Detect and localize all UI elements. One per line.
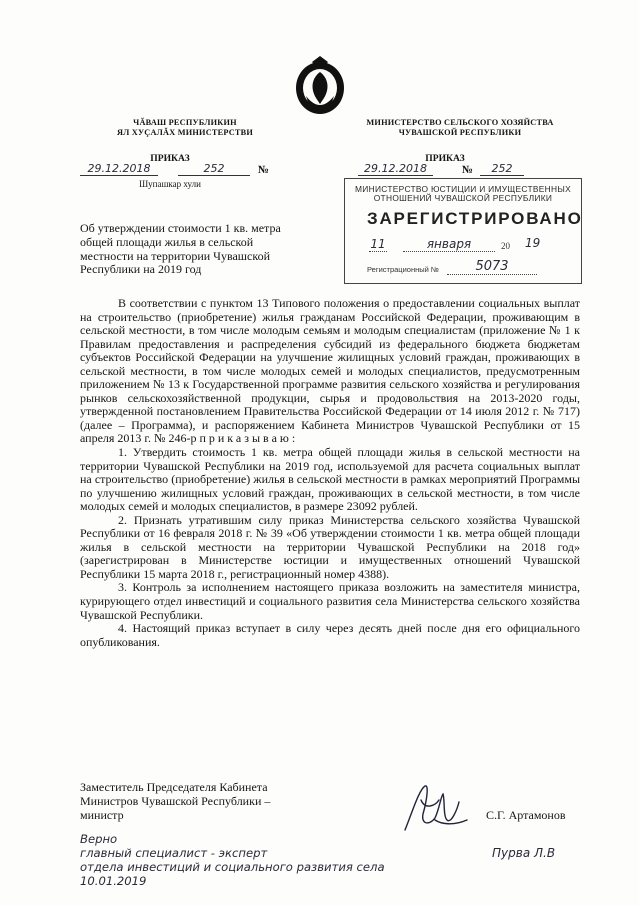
prikaz-label-left: ПРИКАЗ xyxy=(150,153,190,164)
stamp-line1: МИНИСТЕРСТВО ЮСТИЦИИ И ИМУЩЕСТВЕННЫХ xyxy=(355,184,571,194)
paragraph-3: 3. Контроль за исполнением настоящего приказа возложить на заместителя министра, курирующего отдел инвестиций и социального развития села Министерства сельского хозяйства Чувашской Республики. xyxy=(80,580,580,622)
stamp-line2: ОТНОШЕНИЙ ЧУВАШСКОЙ РЕСПУБЛИКИ xyxy=(373,193,553,203)
header-right-line2: ЧУВАШСКОЙ РЕСПУБЛИКИ xyxy=(398,128,522,137)
document-body xyxy=(80,297,580,649)
signatory-line2: Министров Чувашской Республики – xyxy=(80,794,271,808)
header-left-line2: ЯЛ ХУÇАЛĂХ МИНИСТЕРСТВИ xyxy=(116,128,254,137)
note-line4: 10.01.2019 xyxy=(80,874,147,888)
signatory-line3: министр xyxy=(80,808,124,822)
order-date-right: 29.12.2018 xyxy=(358,162,433,176)
stamp-date xyxy=(369,237,549,257)
registration-stamp xyxy=(344,178,582,284)
paragraph-preamble xyxy=(80,297,580,446)
number-sign-right: № xyxy=(462,164,474,176)
note-line3: отдела инвестиций и социального развития села xyxy=(80,860,385,874)
stamp-reg-label: Регистрационный № xyxy=(367,265,439,274)
paragraph-1: 1. Утвердить стоимость 1 кв. метра общей площади жилья в сельской местности на территории Чувашской Республики на 2019 год, используемой для расчета социальных выплат на строительство (приобретение) жилья в сельской местности в рамках мероприятий Программы по улучшению жилищных условий граждан, проживающих в сельской местности, в том числе молодых семей и молодых специалистов, в размере 23092 рублей. xyxy=(80,445,580,514)
order-number-left: 252 xyxy=(178,162,250,176)
stamp-month: января xyxy=(403,237,495,252)
emblem-icon xyxy=(292,56,348,116)
order-number-right: 252 xyxy=(480,162,524,176)
signatory-name: С.Г. Артамонов xyxy=(486,808,566,822)
prikaz-label-right: ПРИКАЗ xyxy=(425,153,465,164)
signatory-position xyxy=(80,780,320,822)
header-right-org xyxy=(350,118,570,138)
document-title: Об утверждении стоимости 1 кв. метра общей площади жилья в сельской местности на территории Чувашской Республики на 2019 год xyxy=(80,221,281,277)
stamp-reg-number: 5073 xyxy=(447,259,537,275)
note-line1: Верно xyxy=(80,832,118,846)
signatory-line1: Заместитель Председателя Кабинета xyxy=(80,780,268,794)
preamble-order-word: приказываю: xyxy=(199,431,299,446)
number-sign-left: № xyxy=(258,164,270,176)
stamp-year-suffix: 19 xyxy=(525,236,541,250)
order-date-left: 29.12.2018 xyxy=(80,162,158,176)
header-left-line1: ЧĂВАШ РЕСПУБЛИКИН xyxy=(133,118,237,127)
header-left-org xyxy=(80,118,290,138)
preamble-text: В соответствии с пунктом 13 Типового положения о предоставлении социальных выплат на строительство (приобретение) жилья гражданам Российской Федерации, проживающим в сельской местности, в том числе молодым семьям и молодым специалистам (приложение № 1 к Правилам предоставления и распределения субсидий из федерального бюджета бюджетам субъектов Российской Федерации на улучшение жилищных условий граждан, проживающих в сельской местности, в том числе молодых семей и молодых специалистов, предусмотренным приложением № 13 к Государственной программе развития сельского хозяйства и регулирования рынков сельскохозяйственной продукции, сырья и продовольствия на 2013-2020 годы, утвержденной постановлением Правительства Российской Федерации от 14 июля 2012 г. № 717) (далее – Программа), и распоряжением Кабинета Министров Чувашской Республики от 15 апреля 2013 г. № 246-р xyxy=(80,296,580,446)
stamp-registered: ЗАРЕГИСТРИРОВАНО xyxy=(367,209,583,228)
note-signature-name: Пурва Л.В xyxy=(492,846,556,860)
stamp-year-prefix: 20 xyxy=(501,241,510,251)
paragraph-4: 4. Настоящий приказ вступает в силу через десять дней после дня его официального опубликования. xyxy=(80,621,580,649)
header-right-line1: МИНИСТЕРСТВО СЕЛЬСКОГО ХОЗЯЙСТВА xyxy=(366,118,554,127)
note-line2: главный специалист - эксперт xyxy=(80,846,268,860)
paragraph-2: 2. Признать утратившим силу приказ Министерства сельского хозяйства Чувашской Республики от 16 февраля 2018 г. № 39 «Об утверждении стоимости 1 кв. метра общей площади жилья в сельской местности на территории Чувашской Республики на 2018 год» (зарегистрирован в Министерстве юстиции и имущественных отношений Чувашской Республики 15 марта 2018 г., регистрационный номер 4388). xyxy=(80,512,580,581)
stamp-day: 11 xyxy=(370,237,386,251)
certification-note xyxy=(80,832,470,888)
city-label: Шупашкар хули xyxy=(139,179,201,189)
